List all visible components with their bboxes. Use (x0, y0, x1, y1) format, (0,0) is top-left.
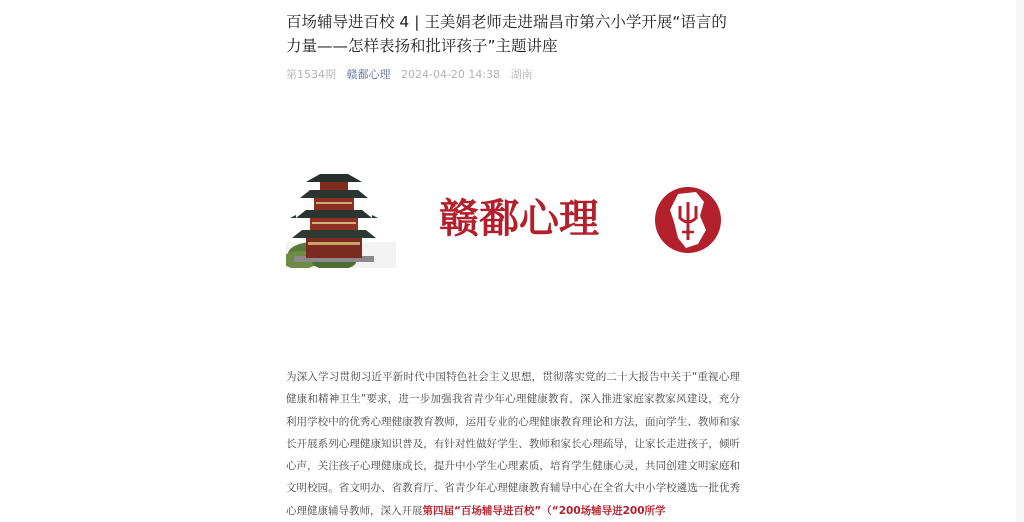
issue-number: 第1534期 (286, 68, 336, 81)
article-body (286, 366, 740, 522)
header-banner-image (286, 172, 738, 268)
article-header (286, 10, 738, 83)
publish-datetime: 2024-04-20 14:38 (401, 68, 501, 81)
publish-location: 湖南 (510, 68, 533, 81)
tengwang-pavilion-image (286, 174, 396, 268)
brand-text: 赣鄱心理 (439, 196, 599, 242)
account-name-link[interactable]: 赣鄱心理 (346, 68, 391, 81)
paragraph-text: 为深入学习贯彻习近平新时代中国特色社会主义思想，贯彻落实党的二十大报告中关于“重视心理健康和精神卫生”要求，进一步加强我省青少年心理健康教育，深入推进家庭家教家风建设，充分利用学校中的优秀心理健康教育教师，运用专业的心理健康教育理论和方法，面向学生、教师和家长开展系列心理健康知识普及，有针对性做好学生、教师和家长心理疏导，让家长走进孩子，倾听心声，关注孩子心理健康成长，提升中小学生心理素质，培育学生健康心灵，共同创建文明家庭和文明校园。省文明办、省教育厅、省青少年心理健康教育辅导中心在全省大中小学校遴选一批优秀心理健康辅导教师，深入开展 (286, 371, 740, 517)
highlighted-event-name: 第四届“百场辅导进百校”（“200场辅导进200所学 (422, 504, 666, 517)
intro-paragraph (286, 366, 740, 522)
psi-jiangxi-map-icon (655, 187, 721, 253)
article-meta (286, 67, 738, 83)
article-title: 百场辅导进百校 4 | 王美娟老师走进瑞昌市第六小学开展“语言的力量——怎样表扬和批评孩子”主题讲座 (286, 13, 727, 55)
page-scrollbar[interactable] (1016, 0, 1024, 522)
